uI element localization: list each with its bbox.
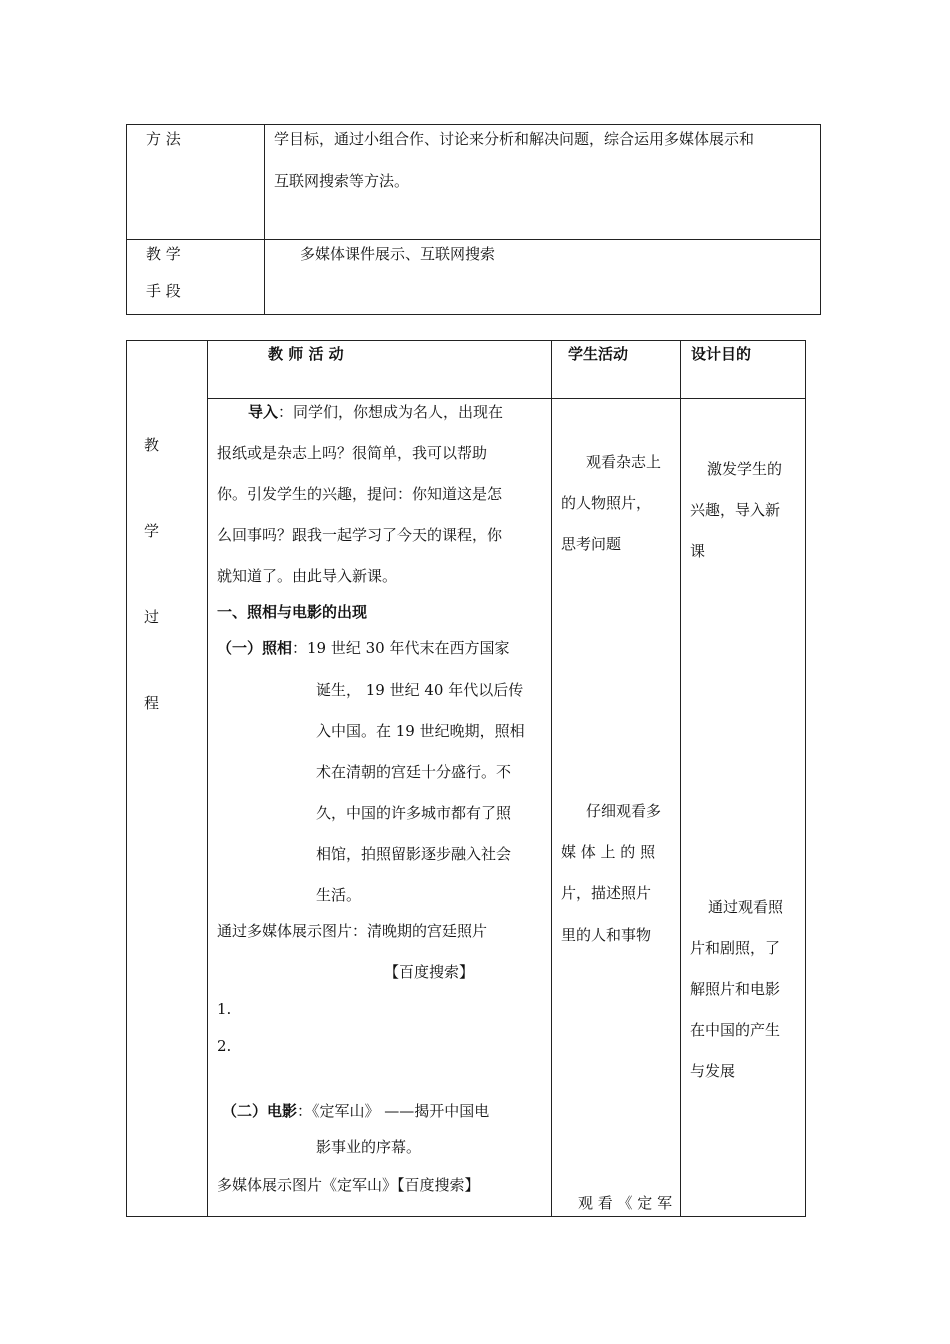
means-label-line1: 教 学 [146, 245, 181, 263]
process-col-divider-3 [680, 340, 681, 1217]
student-activity-2-line-3: 片，描述照片 [561, 884, 652, 902]
intro-line-2: 报纸或是杂志上吗？很简单，我可以帮助 [217, 444, 488, 462]
student-activity-2-line-4: 里的人和事物 [561, 926, 652, 944]
method-table-col-divider [264, 124, 265, 315]
show-film-line [217, 1175, 480, 1195]
student-activity-1-line-1: 观看杂志上 [586, 453, 662, 471]
process-side-char-1: 教 [144, 436, 160, 454]
film-line-2: 影事业的序幕。 [316, 1138, 422, 1156]
purpose-1-line-1: 激发学生的 [707, 460, 783, 478]
baidu-search-link-1[interactable]: 【百度搜索】 [384, 963, 475, 981]
show-photo-text: 通过多媒体展示图片：清晚期的宫廷照片 [217, 922, 488, 940]
method-line-2: 互联网搜索等方法。 [274, 172, 410, 190]
intro-line-4: 么回事吗？跟我一起学习了今天的课程，你 [217, 526, 503, 544]
purpose-1-line-3: 课 [690, 542, 706, 560]
purpose-2-line-1: 通过观看照 [708, 898, 784, 916]
intro-text-1: ：同学们，你想成为名人，出现在 [278, 403, 504, 421]
purpose-1-line-2: 兴趣，导入新 [690, 501, 781, 519]
process-header-divider [207, 398, 806, 399]
method-table-row-divider [126, 239, 821, 240]
process-side-char-2: 学 [144, 522, 160, 540]
means-content: 多媒体课件展示、互联网搜索 [300, 245, 496, 263]
section-heading-photo-film: 一、照相与电影的出现 [217, 603, 368, 621]
intro-line-5: 就知道了。由此导入新课。 [217, 567, 398, 585]
intro-line-1 [248, 402, 503, 422]
photo-line-3: 入中国。在 19 世纪晚期，照相 [316, 722, 525, 740]
method-line-1: 学目标，通过小组合作、讨论来分析和解决问题，综合运用多媒体展示和 [274, 130, 755, 148]
student-activity-2-line-1: 仔细观看多 [586, 802, 662, 820]
process-side-char-3: 过 [144, 608, 160, 626]
header-teacher-activity: 教 师 活 动 [268, 345, 344, 363]
method-label: 方 法 [146, 130, 181, 148]
baidu-search-link-2[interactable]: 【百度搜索】 [397, 1176, 480, 1194]
list-item-2: 2. [217, 1037, 232, 1055]
intro-label: 导入 [248, 403, 279, 421]
intro-line-3: 你。引发学生的兴趣，提问：你知道这是怎 [217, 485, 503, 503]
photo-line-7: 生活。 [316, 886, 362, 904]
process-col-divider-1 [207, 340, 208, 1217]
photo-line-2: 诞生， 19 世纪 40 年代以后传 [316, 681, 524, 699]
film-label: （二）电影 [222, 1102, 298, 1120]
method-table [126, 124, 821, 315]
photo-line-5: 久，中国的许多城市都有了照 [316, 804, 512, 822]
process-col-divider-2 [551, 340, 552, 1217]
show-film-text: 多媒体展示图片《定军山》 [217, 1176, 398, 1194]
student-activity-1-line-3: 思考问题 [561, 535, 622, 553]
photo-label: （一）照相 [217, 639, 293, 657]
photo-line-6: 相馆，拍照留影逐步融入社会 [316, 845, 512, 863]
student-activity-2-line-2: 媒 体 上 的 照 [561, 843, 656, 861]
purpose-2-line-4: 在中国的产生 [690, 1021, 781, 1039]
film-text-1: ：《定军山》 ——揭开中国电 [297, 1102, 490, 1120]
photo-line-4: 术在清朝的宫廷十分盛行。不 [316, 763, 512, 781]
list-item-1: 1. [217, 1000, 232, 1018]
photo-line-1 [217, 638, 510, 658]
header-student-activity: 学生活动 [568, 345, 629, 363]
purpose-2-line-2: 片和剧照，了 [690, 939, 781, 957]
means-label-line2: 手 段 [146, 282, 181, 300]
process-side-char-4: 程 [144, 694, 160, 712]
header-design-purpose: 设计目的 [691, 345, 752, 363]
film-line-1 [222, 1101, 489, 1121]
purpose-2-line-3: 解照片和电影 [690, 980, 781, 998]
student-activity-1-line-2: 的人物照片， [561, 494, 652, 512]
purpose-2-line-5: 与发展 [690, 1062, 736, 1080]
student-activity-3-line-1: 观 看 《 定 军 [578, 1194, 673, 1212]
photo-text-1: ：19 世纪 30 年代末在西方国家 [292, 639, 510, 657]
